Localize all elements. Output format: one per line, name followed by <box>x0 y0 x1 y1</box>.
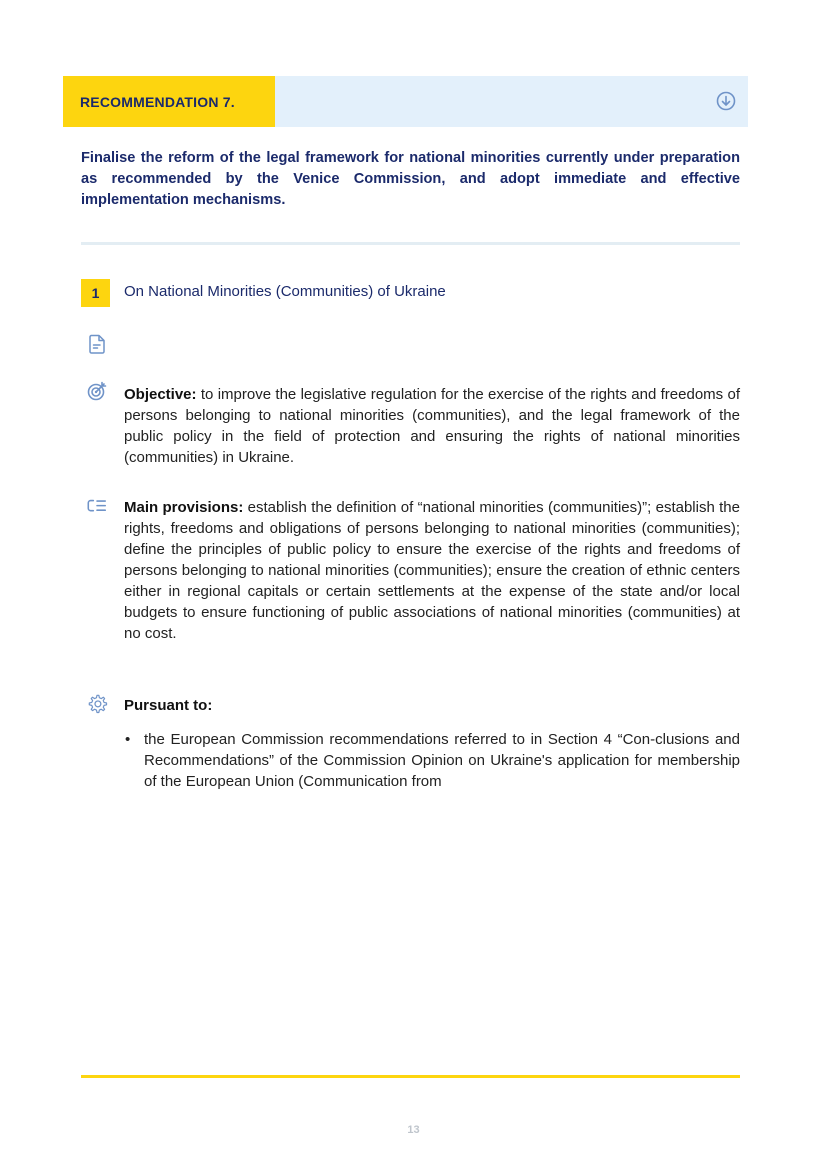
list-icon <box>86 496 108 518</box>
document-icon <box>86 333 108 355</box>
objective-text: to improve the legislative regulation for the exercise of the rights and freedoms of persons belonging to national minorities (communities), and the legal framework of the public policy in the field of protection and ensuring the rights of national minorities (communities) in Ukraine. <box>124 386 741 466</box>
objective-label: Objective: <box>124 386 197 403</box>
section-divider <box>81 242 740 245</box>
list-item: • the European Commission recommendations referred to in Section 4 “Con-clusions and Recommendations” of the Commission Opinion on Ukraine's application for membership of the European Union (Communication from <box>124 729 740 792</box>
recommendation-label-box <box>63 76 275 127</box>
pursuant-list <box>124 729 740 792</box>
objective-paragraph <box>124 384 740 468</box>
item-number-badge: 1 <box>81 279 110 307</box>
recommendation-text: Finalise the reform of the legal framework for national minorities currently under preparation as recommended by the Venice Commission, and adopt immediate and effective implementation mechanisms. <box>81 150 740 208</box>
main-provisions-label: Main provisions: <box>124 499 244 516</box>
page-number: 13 <box>407 1124 420 1136</box>
recommendation-banner <box>63 76 748 127</box>
law-title: On National Minorities (Communities) of Ukraine <box>124 283 446 300</box>
pursuant-label: Pursuant to: <box>124 697 213 714</box>
pursuant-heading <box>124 695 740 716</box>
main-provisions-text: establish the definition of “national minorities (communities)”; establish the rights, freedoms and obligations of persons belonging to national minorities (communities); define the principles of public policy to ensure the exercise of the rights and freedoms of persons belonging to national minorities (communities); ensure the creation of ethnic centers either in regional capitals or certain settlements at the expense of the state and/or local budgets to ensure functioning of public associations of national minorities (communities) at no cost. <box>124 499 740 642</box>
arrow-down-circle-icon[interactable] <box>716 91 736 111</box>
target-icon <box>86 380 108 402</box>
main-provisions-paragraph <box>124 497 740 644</box>
recommendation-label: RECOMMENDATION 7. <box>80 93 235 110</box>
footer-divider <box>81 1075 740 1078</box>
gear-icon <box>86 693 108 715</box>
